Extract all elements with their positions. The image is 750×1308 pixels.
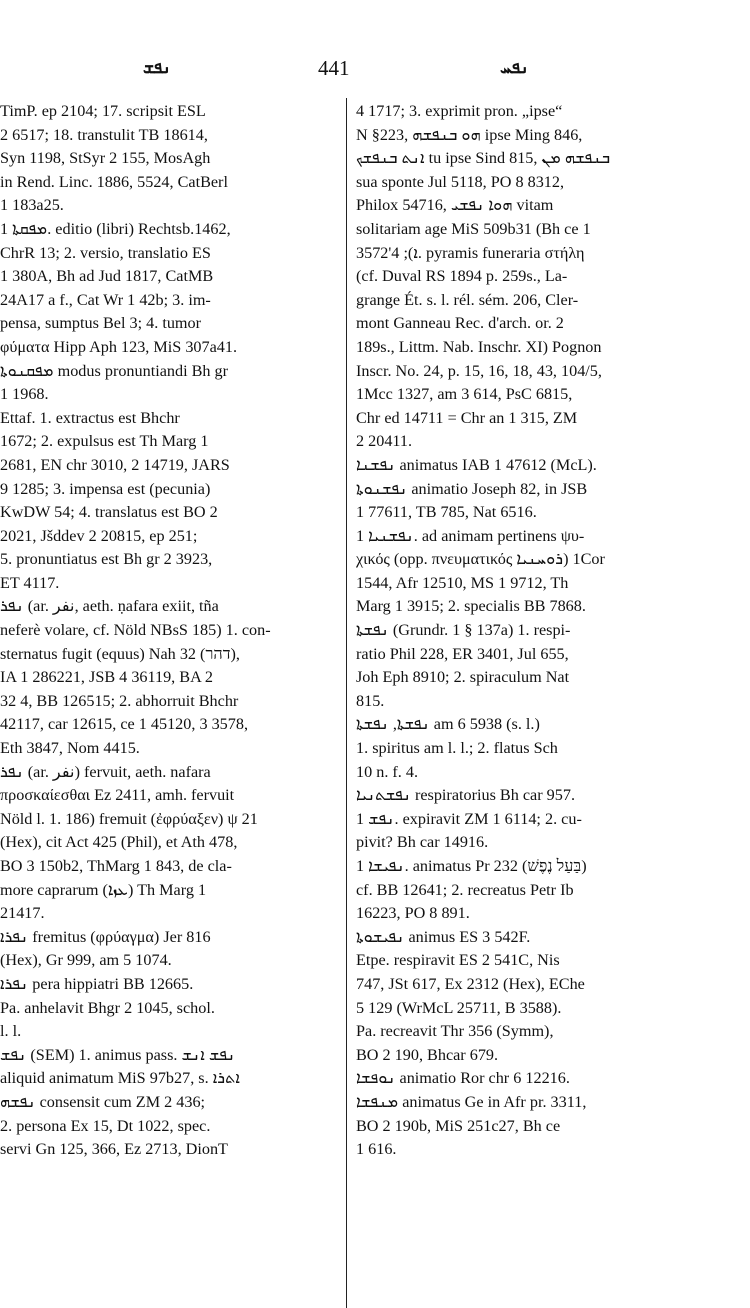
text-line: 1 616. <box>356 1140 397 1159</box>
text-line: TimP. ep 2104; 17. scripsit ESL <box>0 102 206 120</box>
text-line: Ettaf. 1. extractus est Bhchr <box>0 408 180 427</box>
text-line: 1Mcc 1327, am 3 614, PsC 6815, <box>356 385 573 404</box>
text-line: (Hex), Gr 999, am 5 1074. <box>0 951 172 970</box>
text-line: 815. <box>356 691 385 710</box>
text-line: BO 2 190b, MiS 251c27, Bh ce <box>356 1116 561 1135</box>
text-line: KwDW 54; 4. translatus est BO 2 <box>0 503 218 522</box>
text-line: Syn 1198, StSyr 2 155, MosAgh <box>0 149 211 168</box>
text-line: ET 4117. <box>0 573 60 592</box>
text-line: ܢܘܦܫܐ animatio Ror chr 6 12216. <box>356 1069 570 1088</box>
text-line: 2 20411. <box>356 432 413 451</box>
page-header <box>0 58 750 88</box>
text-line: ܢܦܫ (SEM) 1. animus pass. ܢܦܫ ܐܢܫ <box>0 1045 236 1064</box>
text-line: sua sponte Jul 5118, PO 8 8312, <box>356 172 565 191</box>
text-line: aliquid animatum MiS 97b27, s. ܐܬܪܐ <box>0 1069 240 1088</box>
text-line: in Rend. Linc. 1886, 5524, CatBerl <box>0 172 228 191</box>
text-line: ܢܦܪܐ fremitus (φρύαγμα) Jer 816 <box>0 927 211 946</box>
text-line: 16223, PO 8 891. <box>356 904 470 923</box>
text-line: Etpe. respiravit ES 2 541C, Nis <box>356 951 560 970</box>
column-divider <box>346 98 347 1308</box>
text-line: 5. pronuntiatus est Bh gr 2 3923, <box>0 550 213 569</box>
text-line: ܢܦܫ 1. expiravit ZM 1 6114; 2. cu- <box>356 809 582 828</box>
text-line: 10 n. f. 4. <box>356 762 419 781</box>
text-line: sternatus fugit (equus) Nah 32 (דהר), <box>0 644 240 663</box>
text-line: 1. spiritus am l. l.; 2. flatus Sch <box>356 739 558 758</box>
text-line: N §223, ܗܘ ܒܢܦܫܗ ipse Ming 846, <box>356 125 583 144</box>
text-line: ܢܦܝܫܐ 1. animatus Pr 232 (בַּעַל נֶפֶשׁ) <box>356 857 587 875</box>
header-left-word: ܢܦܫ <box>143 58 171 78</box>
text-line: Chr ed 14711 = Chr an 1 315, ZM <box>356 408 578 427</box>
text-line: ܡܦܩܢܘܬܐ modus pronuntiandi Bh gr <box>0 361 229 380</box>
text-line: grange Ét. s. l. rél. sém. 206, Cler- <box>356 290 579 309</box>
text-line: ܢܦܪܐ pera hippiatri BB 12665. <box>0 974 194 993</box>
text-line: 5 129 (WrMcL 25711, B 3588). <box>356 998 562 1017</box>
text-line: 24A17 a f., Cat Wr 1 42b; 3. im- <box>0 290 211 309</box>
right-column <box>356 100 686 1308</box>
text-line: servi Gn 125, 366, Ez 2713, DionT <box>0 1140 228 1159</box>
text-line: Marg 1 3915; 2. specialis BB 7868. <box>356 597 586 616</box>
text-line: ܐܢܬ ܒܢܦܫܟ tu ipse Sind 815, ܒܢܦܫܗ ܡܢ <box>356 149 611 168</box>
text-line: ratio Phil 228, ER 3401, Jul 655, <box>356 644 569 663</box>
text-line: solitariam age MiS 509b31 (Bh ce 1 <box>356 219 591 238</box>
left-column <box>0 100 338 1308</box>
text-line: 747, JSt 617, Ex 2312 (Hex), EChe <box>356 974 585 993</box>
text-line: pensa, sumptus Bel 3; 4. tumor <box>0 314 201 333</box>
text-line: neferè volare, cf. Nöld NBsS 185) 1. con- <box>0 621 271 640</box>
text-line: ܡܦܩܬܐ 1. editio (libri) Rechtsb.1462, <box>0 219 231 238</box>
text-line: (cf. Duval RS 1894 p. 259s., La- <box>356 267 568 286</box>
text-line: Pa. anhelavit Bhgr 2 1045, schol. <box>0 998 215 1017</box>
text-line: ܢܦܫܢܝܐ 1. ad animam pertinens ψυ- <box>356 526 585 545</box>
text-line: 32 4, BB 126515; 2. abhorruit Bhchr <box>0 691 239 710</box>
text-line: Inscr. No. 24, p. 15, 16, 18, 43, 104/5, <box>356 361 602 380</box>
text-line: 1 183a25. <box>0 196 64 215</box>
text-line: ܢܦܫܢܘܬܐ animatio Joseph 82, in JSB <box>356 479 588 498</box>
text-line: ܢܦܪ (ar. نفر, aeth. ṇafara exiit, tña <box>0 597 219 616</box>
text-line: BO 3 150b2, ThMarg 1 843, de cla- <box>0 857 232 875</box>
text-line: 2. persona Ex 15, Dt 1022, spec. <box>0 1116 211 1135</box>
text-line: φύματα Hipp Aph 123, MiS 307a41. <box>0 337 238 356</box>
text-line: χικός (opp. πνευματικός ܪܘܚܢܝܐ) 1Cor <box>356 550 605 569</box>
text-line: 1 1968. <box>0 385 49 404</box>
text-line: 1672; 2. expulsus est Th Marg 1 <box>0 432 209 451</box>
text-line: Eth 3847, Nom 4415. <box>0 739 140 758</box>
text-line: 42117, car 12615, ce 1 45120, 3 3578, <box>0 715 249 734</box>
text-line: ܢܦܫܬܐ (Grundr. 1 § 137a) 1. respi- <box>356 621 571 640</box>
page-number: 441 <box>318 56 350 80</box>
text-line: mont Ganneau Rec. d'arch. or. 2 <box>356 314 564 333</box>
text-line: 4 1717; 3. exprimit pron. „ipse“ <box>356 102 563 120</box>
text-line: IA 1 286221, JSB 4 36119, BA 2 <box>0 668 214 687</box>
text-line: Joh Eph 8910; 2. spiraculum Nat <box>356 668 570 687</box>
text-line: 2681, EN chr 3010, 2 14719, JARS <box>0 455 230 474</box>
text-line: (Hex), cit Act 425 (Phil), et Ath 478, <box>0 833 238 852</box>
text-line: ܢܦܫܬܢܝܐ respiratorius Bh car 957. <box>356 786 576 805</box>
text-line: 2 6517; 18. transtulit TB 18614, <box>0 125 208 144</box>
text-line: ChrR 13; 2. versio, translatio ES <box>0 243 211 262</box>
text-line: pivit? Bh car 14916. <box>356 833 489 852</box>
text-line: 21417. <box>0 904 45 923</box>
text-line: 1 380A, Bh ad Jud 1817, CatMB <box>0 267 214 286</box>
text-line: 2021, Jšddev 2 20815, ep 251; <box>0 526 198 545</box>
text-line: Nöld l. 1. 186) fremuit (ἐφρύαξεν) ψ 21 <box>0 809 258 828</box>
text-line: ܢܦܝܫܘܬܐ animus ES 3 542F. <box>356 927 531 946</box>
text-line: 3572'ܐ); 4. pyramis funeraria στήλη <box>356 243 585 262</box>
text-line: BO 2 190, Bhcar 679. <box>356 1045 499 1064</box>
text-line: Philox 54716, ܗܘܐ ܢܦܫܝ vitam <box>356 196 554 215</box>
text-line: 1544, Afr 12510, MS 1 9712, Th <box>356 573 569 592</box>
text-line: ܢܦܫܗ consensit cum ZM 2 436; <box>0 1092 206 1111</box>
text-line: ܡܢܦܫܐ animatus Ge in Afr pr. 3311, <box>356 1092 587 1111</box>
text-line: ܢܦܫܬܐ, ܢܦܫܬܐ am 6 5938 (s. l.) <box>356 715 540 734</box>
text-line: l. l. <box>0 1022 22 1041</box>
text-line: 9 1285; 3. impensa est (pecunia) <box>0 479 211 498</box>
text-line: προσκαίεσθαι Ez 2411, amh. fervuit <box>0 786 235 805</box>
text-line: 189s., Littm. Nab. Inschr. XI) Pognon <box>356 337 602 356</box>
text-line: 1 77611, TB 785, Nat 6516. <box>356 503 537 522</box>
text-line: Pa. recreavit Thr 356 (Symm), <box>356 1022 554 1041</box>
header-right-word: ܢܦܚ <box>500 58 529 78</box>
text-line: cf. BB 12641; 2. recreatus Petr Ib <box>356 880 574 899</box>
text-line: more caprarum (ܥܙܐ) Th Marg 1 <box>0 880 207 899</box>
text-line: ܢܦܫܢܐ animatus IAB 1 47612 (McL). <box>356 455 597 474</box>
text-line: ܢܦܪ (ar. نفر) fervuit, aeth. nafara <box>0 762 211 781</box>
